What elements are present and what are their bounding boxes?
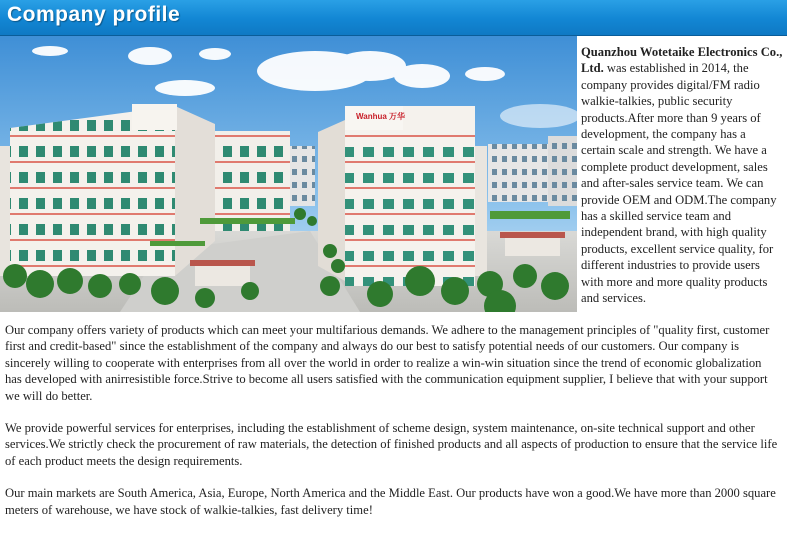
factory-photo	[0, 36, 577, 312]
building-sign: Wanhua 万华	[356, 112, 406, 121]
right-factory-building	[318, 106, 487, 286]
company-name: Quanzhou Wotetaike Electronics Co., Ltd.	[581, 45, 783, 76]
intro-text	[581, 44, 783, 307]
paragraph-markets: Our main markets are South America, Asia, Europe, North America and the Middle East. Our products have won a good.We have more than 2000 square meters of warehouse, we have stock of walkie-talkies, fast delivery time!	[5, 486, 776, 517]
paragraph-services: We provide powerful services for enterprises, including the establishment of scheme design, system maintenance, on-site technical support and other services.We strictly check the procurement of raw materials, the detection of finished products and all aspects of production to ensure that the service life of each product meets the design requirements.	[5, 421, 778, 468]
paragraph-products: Our company offers variety of products which can meet your multifarious demands. We adhere to the management principles of "quality first, customer first and credit-based" since the establishment of the company and always do our best to satisfy potential needs of our customers. Our company is sincerely willing to cooperate with enterprises from all over the world in order to realize a win-win situation since the trend of economic globalization has developed with anirresistible force.Strive to become all users satisfied with the communication equipment supplier, I believe that with your support we will do better.	[5, 323, 770, 403]
page-title: Company profile	[7, 3, 181, 26]
intro-body: was established in 2014, the company provides digital/FM radio walkie-talkies, public security products.After more than 9 years of development, the company has a certain scale and strength. We have a complete product development, sales and after-sales service team. We can provide OEM and ODM.The company has a skilled service team and independent brand, with high quality products, excellent service quality, for different industries to provide users with more and more quality products and services.	[581, 61, 777, 306]
profile-body	[5, 322, 779, 534]
section-header	[0, 0, 787, 36]
